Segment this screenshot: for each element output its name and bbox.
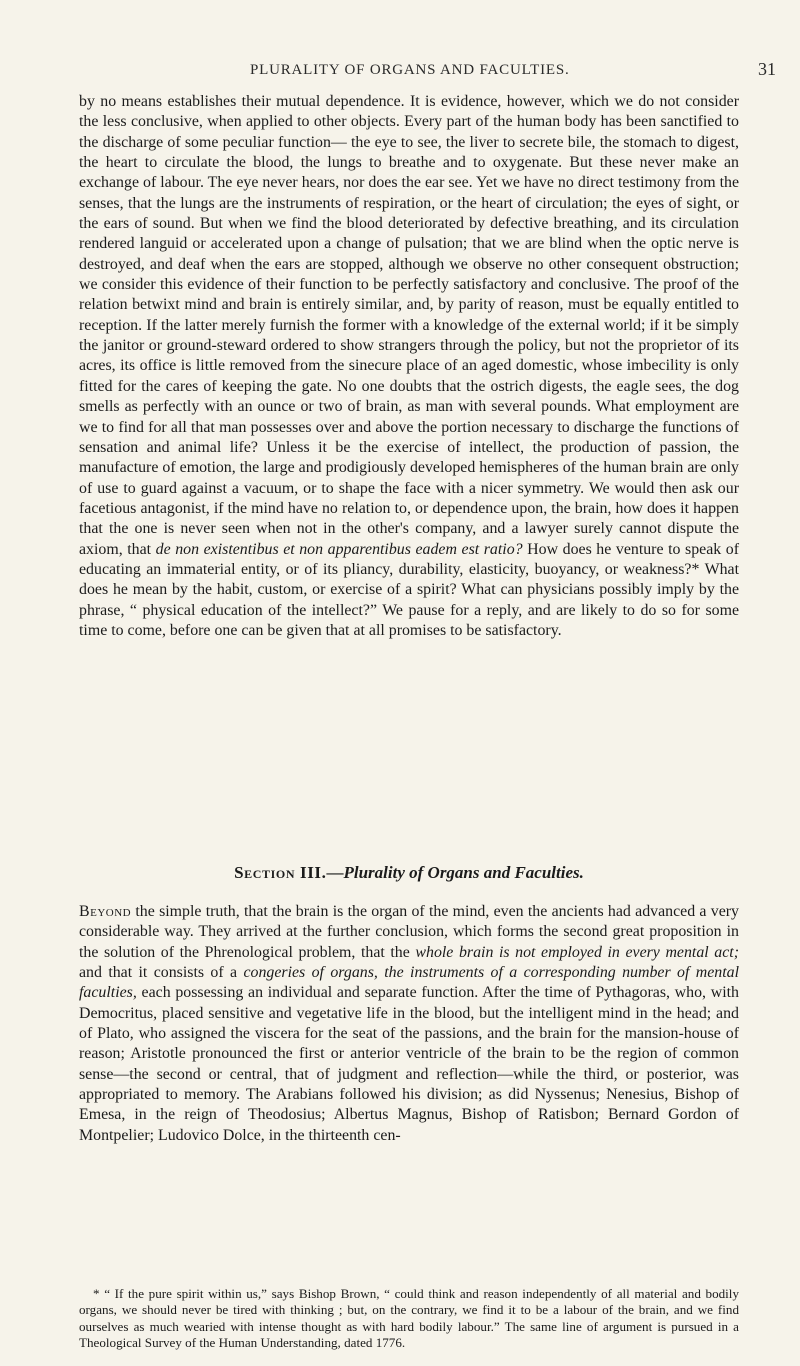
italic-phrase: congeries of organs, the instruments of a corresponding number of mental faculties, [79,964,739,1002]
running-header: PLURALITY OF ORGANS AND FACULTIES. [250,62,570,78]
paragraph-text: each possessing an individual and separate function. After the time of Pythagoras, who, with Democritus, placed sensitive and vegetative life in the blood, but the intelligent mind in the head; and of Plato, who assigned the viscera for the seat of the passions, and the brain for the mansion-house of reason; Aristotle pronounced the first or anterior ventricle of the brain to be the region of common sense—the second or central, that of judgment and reflection—while the third, or posterior, was appropriated to memory. The Arabians followed his division; as did Nyssenus; Nenesius, Bishop of Emesa, in the reign of Theodosius; Albertus Magnus, Bishop of Ratisbon; Bernard Gordon of Montpelier; Ludovico Dolce, in the thirteenth cen- [79,984,739,1144]
paragraph-text: and that it consists of a [79,964,244,982]
paragraph-history [79,902,739,1146]
section-heading [79,863,739,883]
italic-phrase: whole brain is not employed in every mental act; [415,943,739,961]
paragraph-opening-word: Beyond [79,903,132,920]
section-label: Section III. [234,863,327,882]
page-number: 31 [758,59,776,79]
footnote: * “ If the pure spirit within us,” says Bishop Brown, “ could think and reason independently of all material and bodily organs, we should never be tired with thinking ; but, on the contrary, we find it to be a labour of the brain, and we find ourselves as much wearied with intense thought as with hard bodily labour.” The same line of argument is pursued in a Theological Survey of the Human Understanding, dated 1776. [79,1286,739,1350]
paragraph-text: by no means establishes their mutual dependence. It is evidence, however, which we do not consider the less conclusive, when applied to other objects. Every part of the human body has been sanctified to the discharge of some peculiar function— the eye to see, the liver to secrete bile, the stomach to digest, the heart to circulate the blood, the lungs to breathe and to oxygenate. But these never make an exchange of labour. The eye never hears, nor does the ear see. Yet we have no direct testimony from the senses, that the lungs are the instruments of respiration, or the heart of circulation; the eyes of sight, or the ears of sound. But when we find the blood deteriorated by defective breathing, and its circulation rendered languid or accelerated upon a change of pulsation; that we are blind when the optic nerve is destroyed, and deaf when the ears are stopped, although we observe no other consequent obstruction; we consider this evidence of their function to be perfectly satisfactory and conclusive. The proof of the relation betwixt mind and brain is entirely similar, and, by parity of reason, must be equally entitled to reception. If the latter merely furnish the former with a knowledge of the external world; if it be simply the janitor or ground-steward ordered to show strangers through the policy, but not the proprietor of its acres, its office is little removed from the sinecure place of an aged domestic, whose imbecility is only fitted for the cares of keeping the gate. No one doubts that the ostrich digests, the eagle sees, the dog smells as perfectly with an ounce or two of brain, as man with several pounds. What employment are we to find for all that man possesses over and above the portion necessary to discharge the functions of sensation and animal life? Unless it be the exercise of intellect, the production of passion, the manufacture of emotion, the large and prodigiously developed hemispheres of the human brain are only of use to guard against a vacuum, or to shape the face with a nicer symmetry. We would then ask our facetious antagonist, if the mind have no relation to, or dependence upon, the brain, how does it happen that the one is never seen when not in the other's company, and a lawyer surely cannot dispute the axiom, that [79,93,739,558]
latin-axiom: de non existentibus et non apparentibus eadem est ratio? [155,540,523,558]
section-dash: — [326,863,344,882]
paragraph-argument [79,92,739,641]
paragraph-text: How does he venture to speak of educating an immaterial entity, or of its pliancy, durability, elasticity, buoyancy, or weakness?* What does he mean by the habit, custom, or exercise of a spirit? What can physicians possibly imply by the phrase, “ physical education of the intellect?” We pause for a reply, and are likely to do so for some time to come, before one can be given that at all promises to be satisfactory. [79,540,739,639]
section-title: Plurality of Organs and Faculties. [343,863,584,882]
paragraph-text: the simple truth, that the brain is the organ of the mind, even the ancients had advanced a very considerable way. They arrived at the further conclusion, which forms the second great proposition in the solution of the Phrenological problem, that the [79,903,739,961]
